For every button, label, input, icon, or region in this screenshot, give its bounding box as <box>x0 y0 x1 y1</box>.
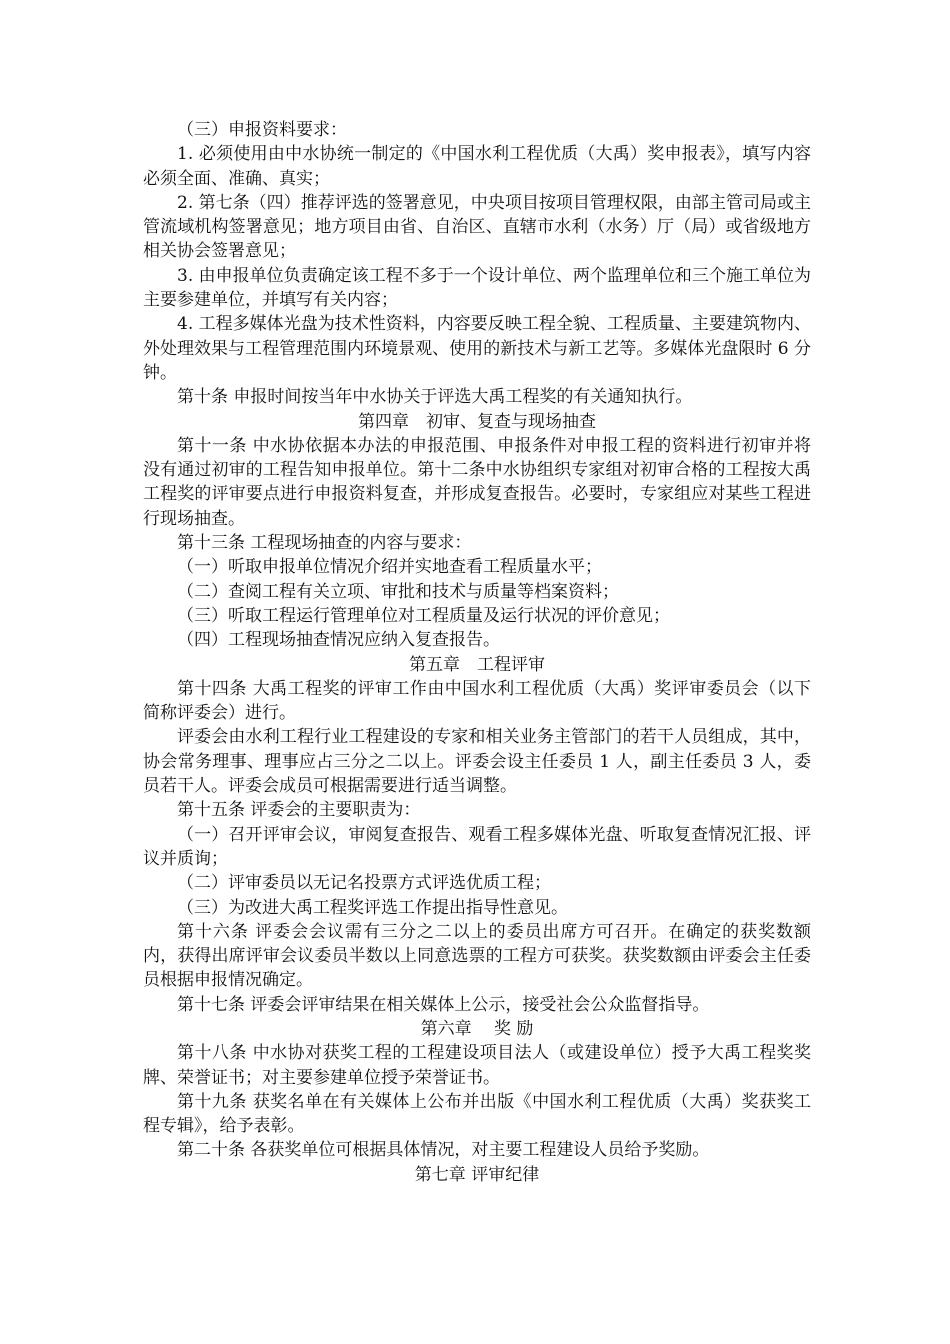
requirement-3: 3. 由申报单位负责确定该工程不多于一个设计单位、两个监理单位和三个施工单位为主要参建单位，并填写有关内容； <box>143 265 811 311</box>
chapter-4-heading: 第四章 初审、复查与现场抽查 <box>358 411 596 432</box>
chapter-6-heading: 第六章 奖 励 <box>420 1018 534 1039</box>
requirement-2: 2. 第七条（四）推荐评选的签署意见，中央项目按项目管理权限，由部主管司局或主管流域机构签署意见；地方项目由省、自治区、直辖市水利（水务）厅（局）或省级地方相关协会签署意见； <box>143 192 811 262</box>
article-10: 第十条 申报时间按当年中水协关于评选大禹工程奖的有关通知执行。 <box>177 387 693 408</box>
article-15-item-2: （二）评审委员以无记名投票方式评选优质工程； <box>177 873 551 894</box>
article-19: 第十九条 获奖名单在有关媒体上公布并出版《中国水利工程优质（大禹）奖获奖工程专辑》，给予表彰。 <box>143 1091 811 1137</box>
article-11-12: 第十一条 中水协依据本办法的申报范围、申报条件对申报工程的资料进行初审并将没有通过初审的工程告知申报单位。第十二条中水协组织专家组对初审合格的工程按大禹工程奖的评审要点进行申报资料复查，并形成复查报告。必要时，专家组应对某些工程进行现场抽查。 <box>143 435 811 529</box>
committee-composition: 评委会由水利工程行业工程建设的专家和相关业务主管部门的若干人员组成，其中，协会常务理事、理事应占三分之二以上。评委会设主任委员 1 人，副主任委员 3 人，委员若干人。评委会成员可根据需要进行适当调整。 <box>143 727 811 797</box>
document-page <box>143 118 811 1187</box>
requirement-4: 4. 工程多媒体光盘为技术性资料，内容要反映工程全貌、工程质量、主要建筑物内、外处理效果与工程管理范围内环境景观、使用的新技术与新工艺等。多媒体光盘限时 6 分钟。 <box>143 314 811 383</box>
article-13-item-4: （四）工程现场抽查情况应纳入复查报告。 <box>177 630 500 651</box>
article-15-item-1: （一）召开评审会议，审阅复查报告、观看工程多媒体光盘、听取复查情况汇报、评议并质询； <box>143 824 811 869</box>
article-13-item-2: （二）查阅工程有关立项、审批和技术与质量等档案资料； <box>177 581 619 602</box>
article-15: 第十五条 评委会的主要职责为： <box>177 800 421 821</box>
article-15-item-3: （三）为改进大禹工程奖评选工作提出指导性意见。 <box>177 897 568 918</box>
chapter-5-heading: 第五章 工程评审 <box>409 654 545 675</box>
article-16: 第十六条 评委会会议需有三分之二以上的委员出席方可召开。在确定的获奖数额内，获得出席评审会议委员半数以上同意选票的工程方可获奖。获奖数额由评委会主任委员根据申报情况确定。 <box>143 921 811 991</box>
article-17: 第十七条 评委会评审结果在相关媒体上公示，接受社会公众监督指导。 <box>177 994 710 1015</box>
requirement-1: 1. 必须使用由中水协统一制定的《中国水利工程优质（大禹）奖申报表》，填写内容必须全面、准确、真实； <box>143 144 811 189</box>
article-18: 第十八条 中水协对获奖工程的工程建设项目法人（或建设单位）授予大禹工程奖奖牌、荣誉证书；对主要参建单位授予荣誉证书。 <box>143 1043 811 1088</box>
section-three-label: （三）申报资料要求： <box>177 120 347 140</box>
article-13-item-1: （一）听取申报单位情况介绍并实地查看工程质量水平； <box>177 557 602 578</box>
article-20: 第二十条 各获奖单位可根据具体情况，对主要工程建设人员给予奖励。 <box>177 1140 710 1161</box>
article-13-item-3: （三）听取工程运行管理单位对工程质量及运行状况的评价意见； <box>177 605 670 626</box>
article-13: 第十三条 工程现场抽查的内容与要求： <box>177 533 472 554</box>
chapter-7-heading: 第七章 评审纪律 <box>414 1164 540 1185</box>
article-14: 第十四条 大禹工程奖的评审工作由中国水利工程优质（大禹）奖评审委员会（以下简称评委会）进行。 <box>143 678 811 724</box>
